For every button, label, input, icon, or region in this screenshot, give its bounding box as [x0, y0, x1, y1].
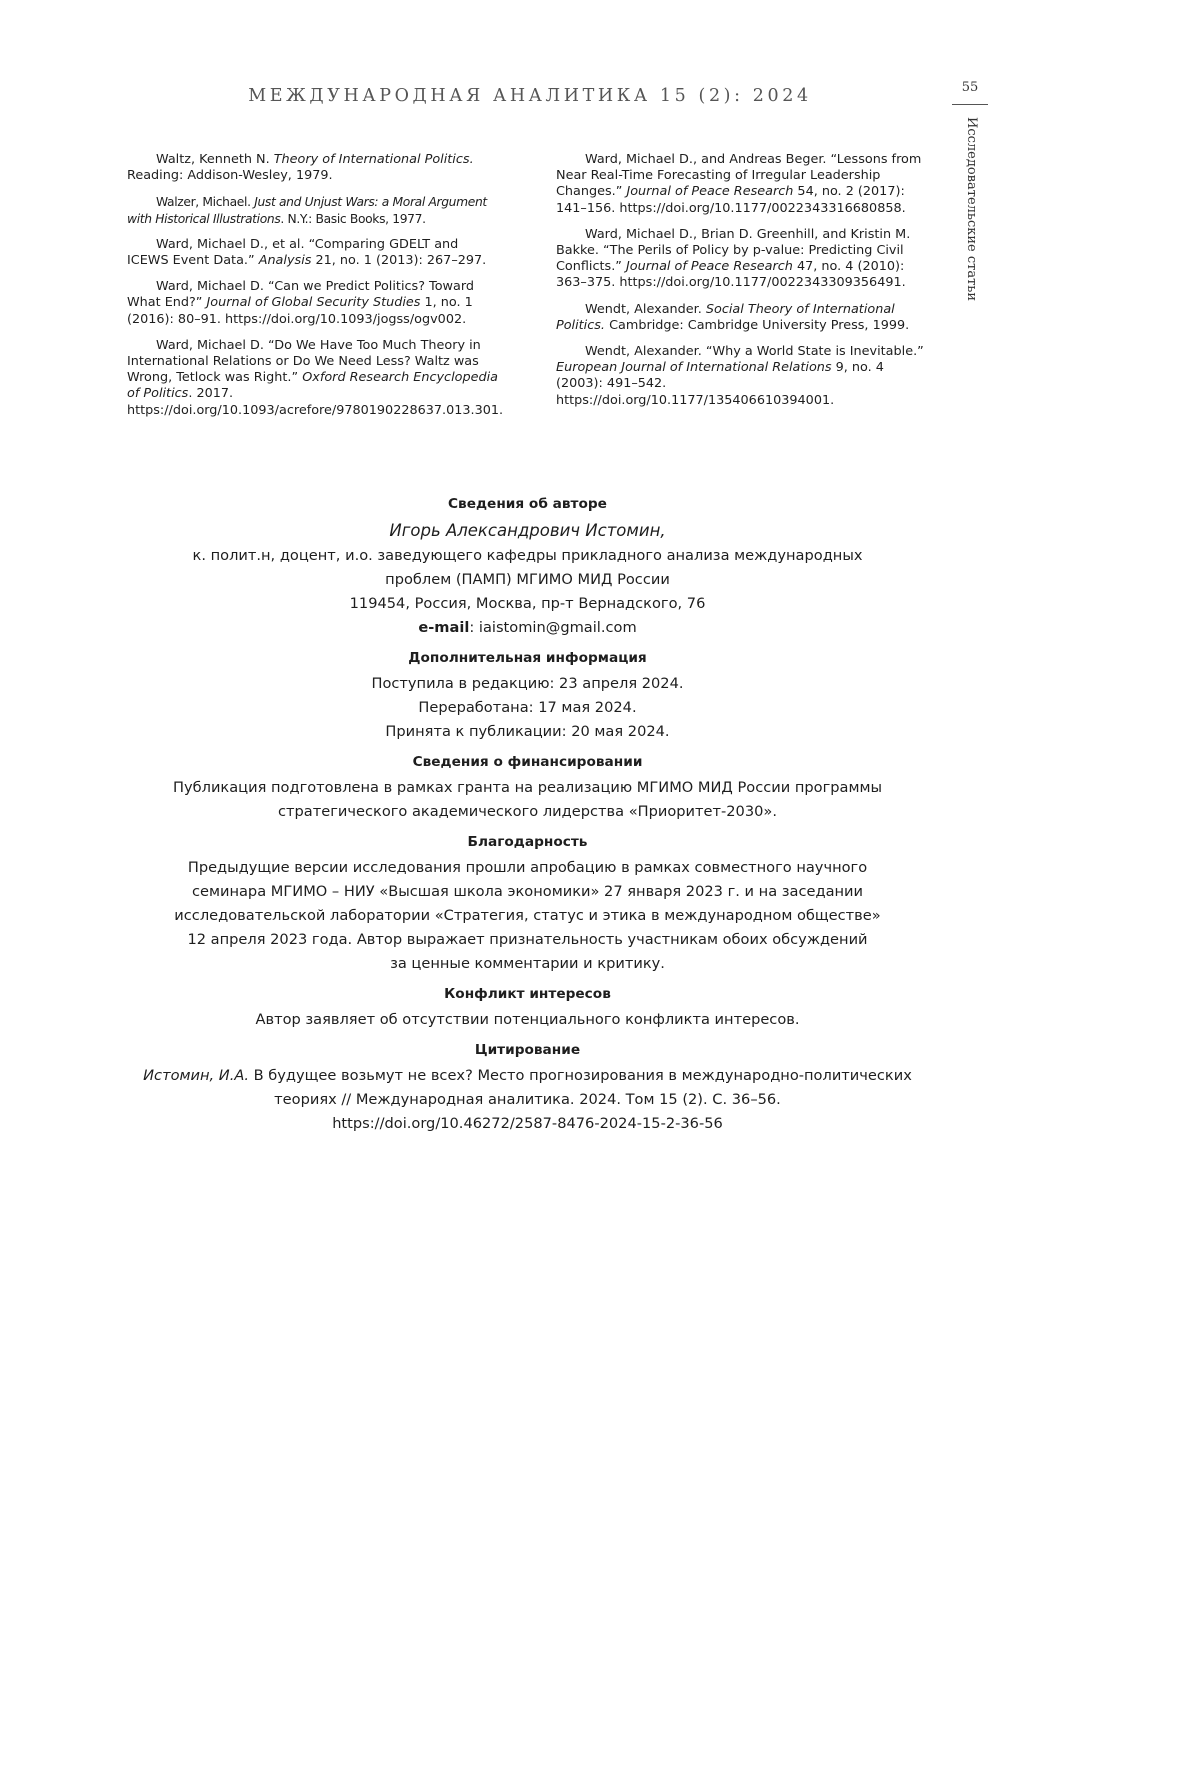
article-info-block — [130, 494, 925, 1136]
citation-heading: Цитирование — [474, 1042, 581, 1058]
acknowledgments-text: исследовательской лаборатории «Стратегия, статус и этика в международном обществе» — [174, 907, 881, 924]
reference-entry: Ward, Michael D., Brian D. Greenhill, and Kristin M. Bakke. “The Perils of Policy by p-value: Predicting Civil Conflicts.” Journal of Peace Research 47, no. 4 (2010): 363–375. https://doi.org/10.1177/0022343309356491. — [556, 226, 911, 291]
references-left-column — [127, 152, 504, 429]
email-label: e-mail — [418, 619, 470, 636]
reference-entry: Wendt, Alexander. “Why a World State is Inevitable.” European Journal of International Relations 9, no. 4 (2003): 491–542. https://doi.org/10.1177/135406610394001. — [556, 344, 924, 408]
reference-entry: Ward, Michael D. “Can we Predict Politics? Toward What End?” Journal of Global Security Studies 1, no. 1 (2016): 80–91. https://doi.org/10.1093/jogss/ogv002. — [127, 279, 474, 327]
author-section-heading: Сведения об авторе — [448, 496, 607, 512]
citation-author: Истомин, И.А. — [143, 1067, 249, 1084]
journal-running-head: МЕЖДУНАРОДНАЯ АНАЛИТИКА 15 (2): 2024 — [248, 86, 812, 106]
acknowledgments-text: за ценные комментарии и критику. — [390, 955, 665, 972]
reference-entry: Ward, Michael D. “Do We Have Too Much Theory in International Relations or Do We Need Less? Waltz was Wrong, Tetlock was Right.” Oxford Research Encyclopedia of Politics. 2017. https://doi.org/10.1093/acrefore/9780190228637.013.301. — [127, 337, 504, 418]
citation-doi: https://doi.org/10.46272/2587-8476-2024-15-2-36-56 — [332, 1115, 723, 1132]
accepted-date: Принята к публикации: 20 мая 2024. — [385, 723, 670, 740]
acknowledgments-text: Предыдущие версии исследования прошли апробацию в рамках совместного научного — [187, 859, 868, 876]
author-name: Игорь Александрович Истомин, — [389, 521, 666, 540]
page-number-rule — [952, 104, 988, 105]
revised-date: Переработана: 17 мая 2024. — [418, 699, 637, 716]
additional-info-heading: Дополнительная информация — [408, 650, 647, 666]
reference-entry: Walzer, Michael. Just and Unjust Wars: a Moral Argument with Historical Illustrations. N.Y.: Basic Books, 1977. — [127, 195, 487, 226]
acknowledgments-text: 12 апреля 2023 года. Автор выражает признательность участникам обоих обсуждений — [187, 931, 868, 948]
page-number: 55 — [961, 80, 979, 95]
conflict-heading: Конфликт интересов — [444, 986, 611, 1002]
reference-entry: Ward, Michael D., et al. “Comparing GDELT and ICEWS Event Data.” Analysis 21, no. 1 (2013): 267–297. — [127, 236, 487, 269]
references-right-column — [556, 152, 928, 419]
section-side-label: Исследовательские статьи — [964, 117, 979, 302]
reference-entry: Waltz, Kenneth N. Theory of International Politics. Reading: Addison-Wesley, 1979. — [127, 152, 474, 184]
author-address: 119454, Россия, Москва, пр-т Вернадского, 76 — [349, 595, 706, 612]
reference-entry: Wendt, Alexander. Social Theory of International Politics. Cambridge: Cambridge University Press, 1999. — [556, 301, 910, 333]
citation-text: теориях // Международная аналитика. 2024. Том 15 (2). С. 36–56. — [274, 1091, 781, 1108]
author-email — [130, 616, 925, 640]
author-position: к. полит.н, доцент, и.о. заведующего кафедры прикладного анализа международных — [192, 547, 863, 564]
funding-text: стратегического академического лидерства «Приоритет-2030». — [278, 803, 777, 820]
reference-entry: Ward, Michael D., and Andreas Beger. “Lessons from Near Real-Time Forecasting of Irregular Leadership Changes.” Journal of Peace Research 54, no. 2 (2017): 141–156. https://doi.org/10.1177/0022343316680858. — [556, 152, 922, 216]
funding-heading: Сведения о финансировании — [412, 754, 643, 770]
citation-text: Истомин, И.А. В будущее возьмут не всех? Место прогнозирования в международно-политических — [143, 1067, 912, 1084]
received-date: Поступила в редакцию: 23 апреля 2024. — [371, 675, 684, 692]
acknowledgments-text: семинара МГИМО – НИУ «Высшая школа экономики» 27 января 2023 г. и на заседании — [191, 883, 864, 900]
author-position: проблем (ПАМП) МГИМО МИД России — [385, 571, 670, 588]
funding-text: Публикация подготовлена в рамках гранта на реализацию МГИМО МИД России программы — [173, 779, 882, 796]
conflict-text: Автор заявляет об отсутствии потенциального конфликта интересов. — [255, 1011, 800, 1028]
email-value: : iaistomin@gmail.com — [469, 619, 637, 636]
acknowledgments-heading: Благодарность — [467, 834, 588, 850]
